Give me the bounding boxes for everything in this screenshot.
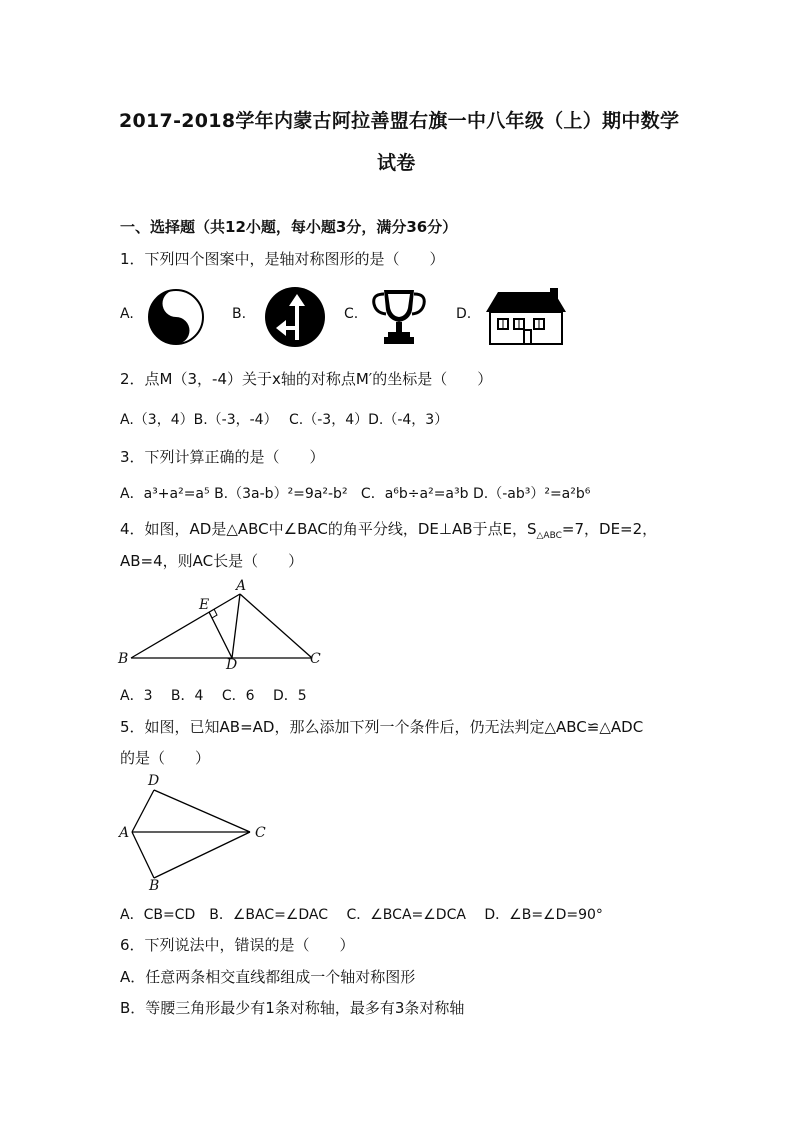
trophy-icon <box>370 286 428 346</box>
question-5-stem-line1: 5．如图，已知AB=AD，那么添加下列一个条件后，仍无法判定△ABC≌△ADC <box>120 718 644 736</box>
q4-label-a: A <box>236 578 247 594</box>
question-6-stem: 6．下列说法中，错误的是（ ） <box>120 936 355 954</box>
question-2-stem: 2．点M（3，-4）关于x轴的对称点M′的坐标是（ ） <box>120 370 493 388</box>
q1-option-a-label[interactable]: A. <box>120 306 134 322</box>
house-icon <box>484 286 568 346</box>
q5-quadrilateral-figure <box>118 774 268 894</box>
q5-label-a: A <box>119 825 130 841</box>
q4-label-b: B <box>118 651 129 667</box>
q1-option-c-label[interactable]: C. <box>344 306 359 322</box>
q5-label-d: D <box>148 773 160 789</box>
section-heading: 一、选择题（共12小题，每小题3分，满分36分） <box>120 218 458 236</box>
q1-option-b-label[interactable]: B. <box>232 306 247 322</box>
question-4-stem-line1 <box>120 518 657 541</box>
q4-stem-part1: 4．如图，AD是△ABC中∠BAC的角平分线，DE⊥AB于点E，S <box>120 520 537 538</box>
question-3-options[interactable] <box>120 483 590 503</box>
page-title-line2: 试卷 <box>377 152 416 174</box>
q3-option-d-label: D. <box>472 486 489 502</box>
q4-label-d: D <box>226 657 238 673</box>
yin-yang-icon <box>147 288 205 346</box>
question-6-option-b[interactable]: B．等腰三角形最少有1条对称轴，最多有3条对称轴 <box>120 999 465 1017</box>
q3-option-a-expr: a³+a²=a⁵ <box>143 486 210 502</box>
q5-label-c: C <box>255 825 266 841</box>
q3-option-d-expr: （-ab³）²=a²b⁶ <box>488 486 591 502</box>
question-6-option-a[interactable]: A．任意两条相交直线都组成一个轴对称图形 <box>120 968 416 986</box>
q3-option-a-label: A． <box>120 486 144 502</box>
page-title-line1: 2017-2018学年内蒙古阿拉善盟右旗一中八年级（上）期中数学 <box>119 110 680 132</box>
question-4-stem-line2: AB=4，则AC长是（ ） <box>120 552 304 570</box>
q1-option-d-label[interactable]: D. <box>456 306 472 322</box>
q3-option-c-expr: a⁶b÷a²=a³b <box>384 486 469 502</box>
question-5-options[interactable]: A．CB=CD B．∠BAC=∠DAC C．∠BCA=∠DCA D．∠B=∠D=90° <box>120 907 603 923</box>
q3-option-c-label: C． <box>360 486 385 502</box>
q4-stem-part2: =7，DE=2， <box>561 520 658 538</box>
q4-label-e: E <box>199 597 210 613</box>
question-3-stem: 3．下列计算正确的是（ ） <box>120 448 325 466</box>
q3-option-b-expr: （3a-b）²=9a²-b² <box>228 486 348 502</box>
question-4-options[interactable]: A．3 B．4 C．6 D．5 <box>120 688 307 704</box>
q5-label-b: B <box>149 878 160 894</box>
question-2-options[interactable]: A.（3，4）B.（-3，-4） C.（-3，4）D.（-4，3） <box>120 412 449 428</box>
q3-option-b-label: B. <box>214 486 229 502</box>
question-5-stem-line2: 的是（ ） <box>120 749 211 767</box>
q4-stem-subscript: △ABC <box>536 531 562 541</box>
turn-arrow-sign-icon <box>264 286 326 348</box>
q4-label-c: C <box>310 651 321 667</box>
question-1-stem: 1．下列四个图案中，是轴对称图形的是（ ） <box>120 250 445 268</box>
